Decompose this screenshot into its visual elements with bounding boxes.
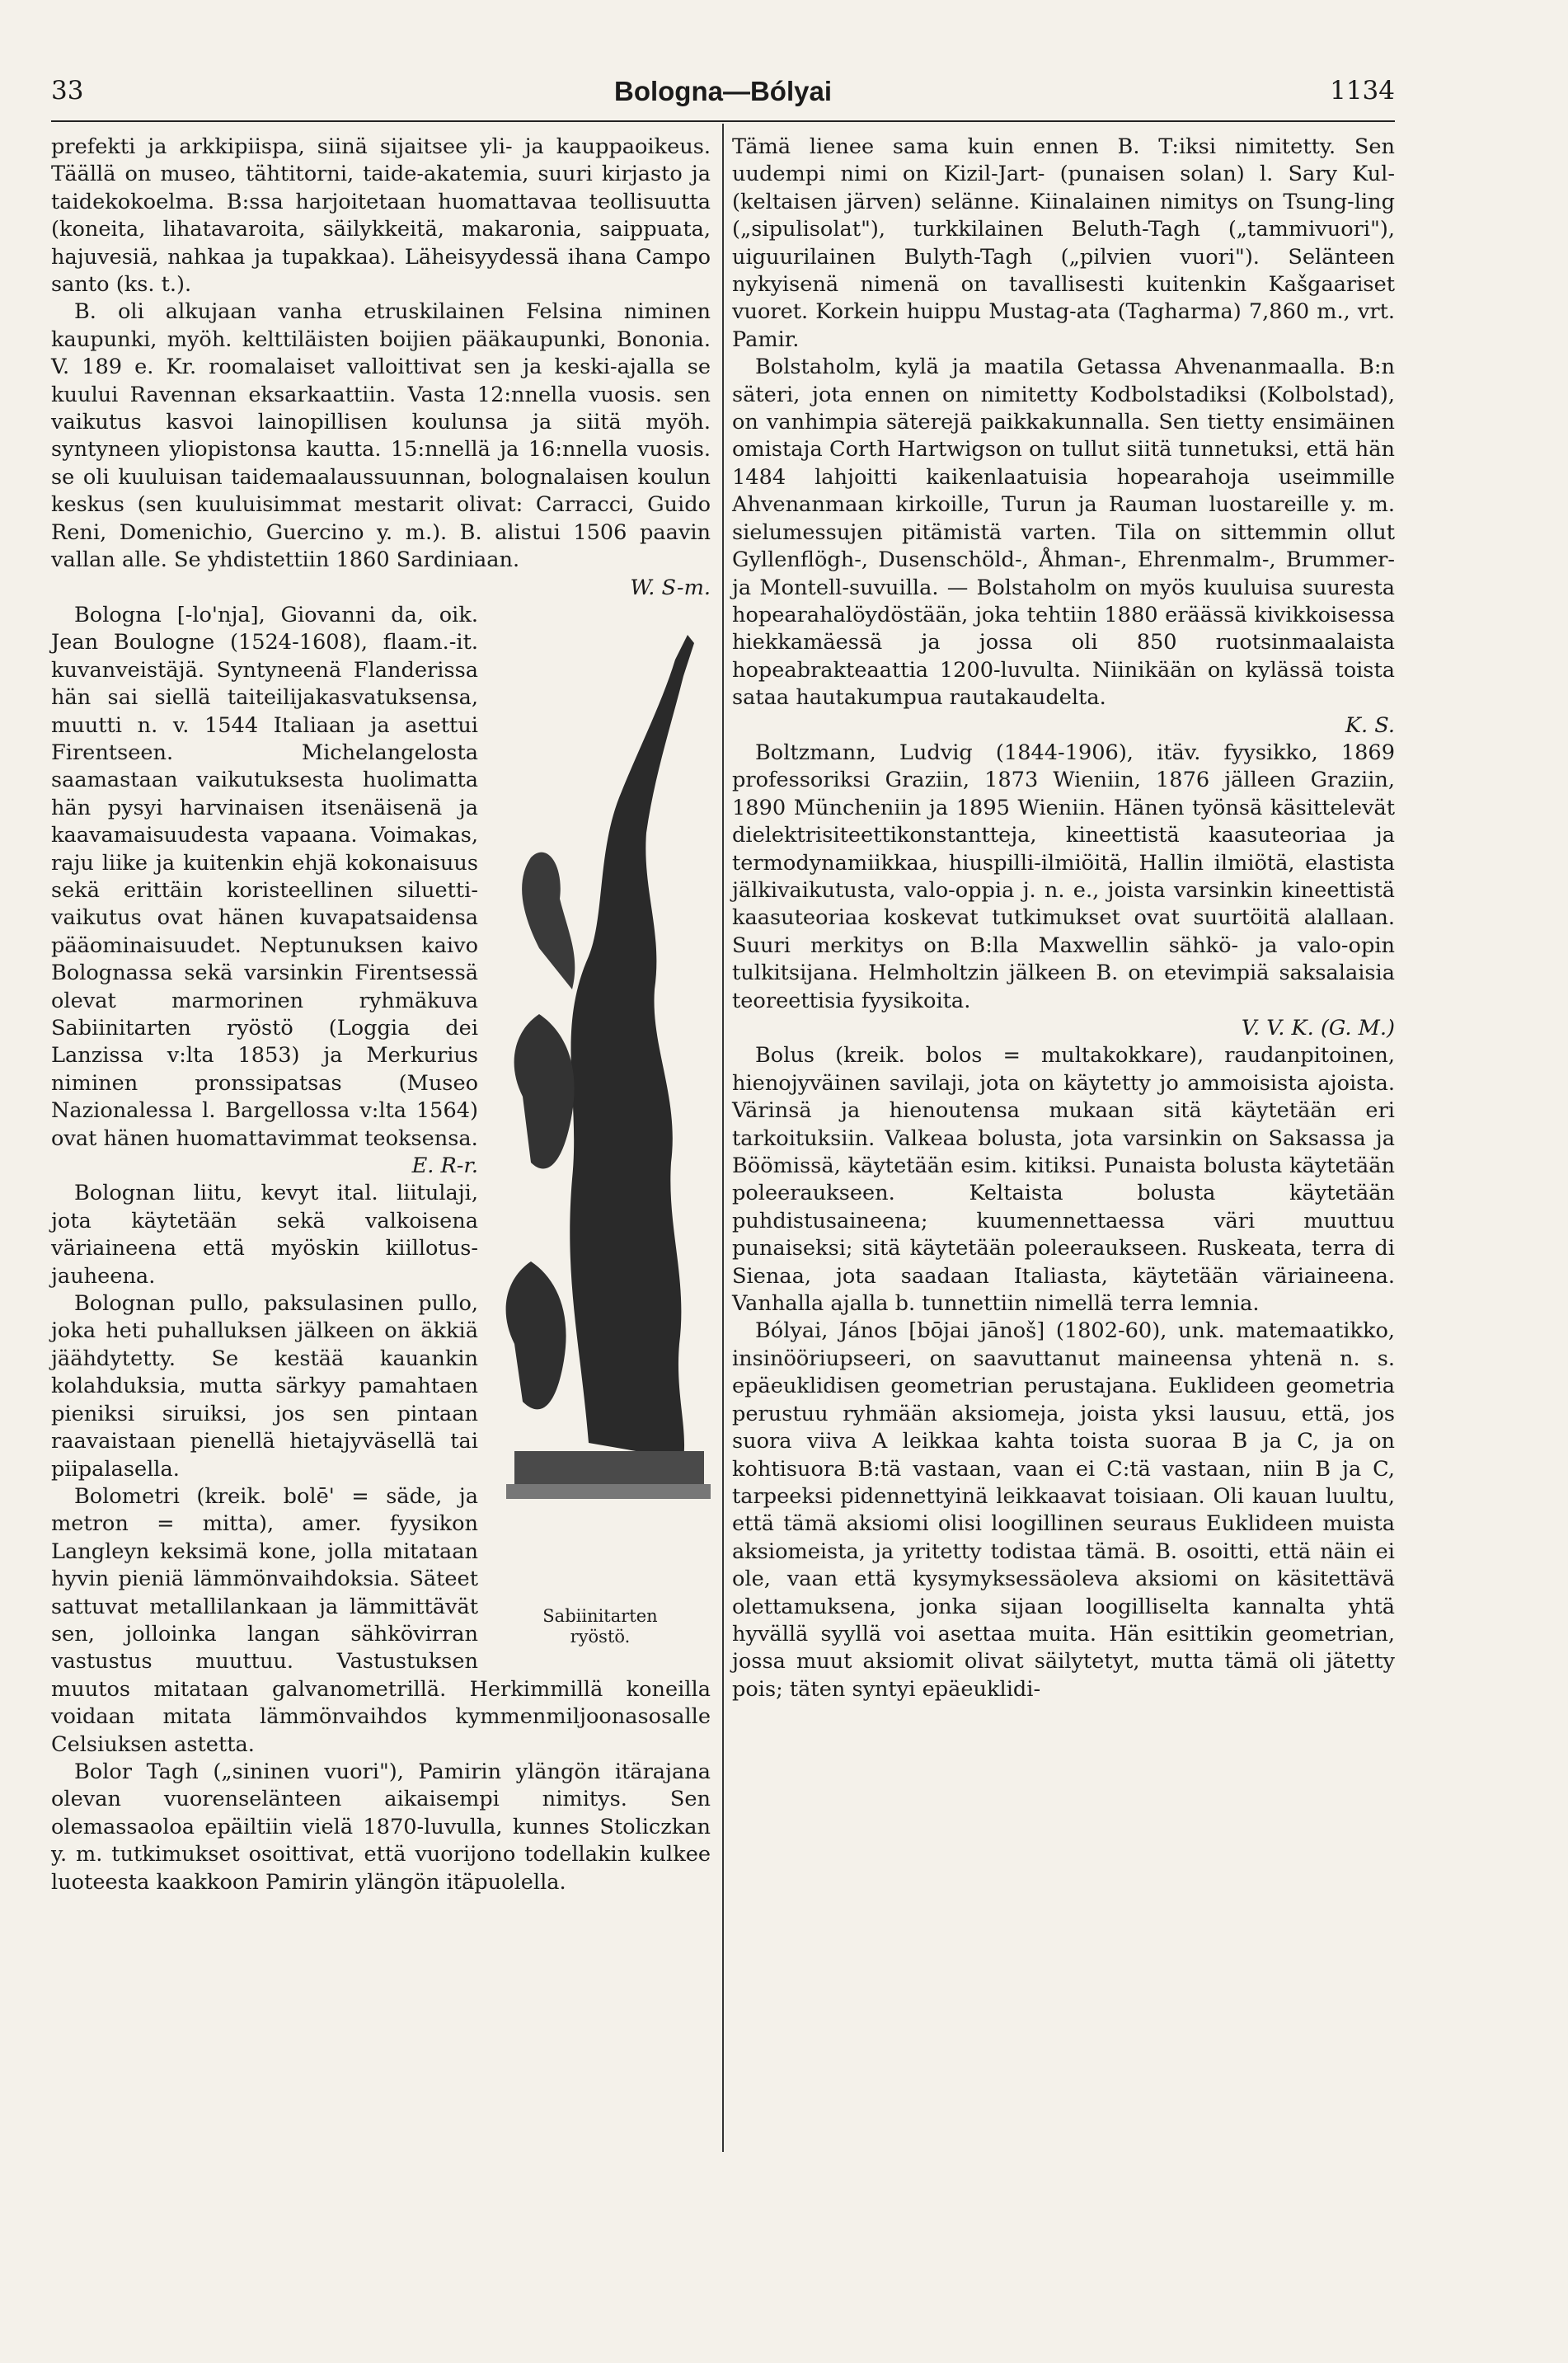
entry-paragraph: prefekti ja arkkipiispa, siinä sijaitsee yli- ja kauppaoikeus. Täällä on museo, tähtitorni, taide-akatemia, suuri kirjasto ja taidekokoelma. B:ssa harjoitetaan huomattavaa teollisuutta (koneita, lihatavaroita, säilykkeitä, makaronia, saippuata, hajuvesiä, nahkaa ja tupakkaa). Läheisyydessä ihana Campo santo (ks. t.). bbox=[51, 134, 711, 298]
entry-paragraph: Bolus (kreik. bolos = multakokkare), raudanpitoinen, hienojyväinen savilaji, jota on käytetty jo ammoisista ajoista. Värinsä ja hienoutensa mukaan sitä käytetään eri tarkoituksiin. Valkeaa bolusta, jota varsinkin on Saksassa ja Böömissä, käytetään esim. kitiksi. Punaista bolusta käytetään poleeraukseen. Keltaista bolusta käytetään puhdistusaineena; kuumennettaessa väri muuttuu punaiseksi; sitä käytetään poleeraukseen. Ruskeata, terra di Sienaa, jota saadaan Italiasta, käytetään väriaineena. Vanhalla ajalla b. tunnettiin nimellä terra lemnia. bbox=[732, 1043, 1395, 1317]
right-column bbox=[732, 134, 1395, 1703]
sculpture-figure bbox=[490, 602, 711, 1649]
entry-paragraph: Tämä lienee sama kuin ennen B. T:iksi nimitetty. Sen uudempi nimi on Kizil-Jart- (punaisen solan) l. Sary Kul- (keltaisen järven) selänne. Kiinalainen nimitys on Tsung-ling („sipulisolat"), turkkilainen Beluth-Tagh („tammivuori"), uiguurilainen Bulyth-Tagh („pilvien vuori"). Selänteen nykyisenä nimenä on tavallisesti kuitenkin Kašgaariset vuoret. Korkein huippu Mustag-ata (Tagharma) 7,860 m., vrt. Pamir. bbox=[732, 134, 1395, 352]
entry-paragraph: Boltzmann, Ludvig (1844-1906), itäv. fyysikko, 1869 professoriksi Graziin, 1873 Wieniin, 1876 jälleen Graziin, 1890 Müncheniin ja 1895 Wieniin. Hänen työnsä käsittelevät dielektrisiteettikonstantteja, kineettistä kaasuteoriaa ja termodynamiikkaa, hiuspilli-ilmiöitä, Hallin ilmiötä, elastista jälkivaikutusta, valo-oppia j. n. e., joista varsinkin kineettistä kaasuteoriaa koskevat tutkimukset ovat suurtöitä alallaan. Suuri merkitys on B:lla Maxwellin sähkö- ja valo-opin tulkitsijana. Helmholtzin jälkeen B. on etevimpiä saksalaisia teoreettisia fyysikoita. bbox=[732, 740, 1395, 1013]
page-header bbox=[51, 76, 1395, 112]
entry-paragraph: Bolometri (kreik. bolē' = säde, ja metron = mitta), amer. fyysikon Langleyn keksimä kone, jolla mitataan hyvin pieniä lämmönvaihdoksia. Säteet sattuvat metallilankaan ja lämmittävät sen, jolloinka langan sähkövirran vastustus muuttuu. Vastustuksen muutos mitataan galvanometrillä. Herkimmillä koneilla voidaan mitata lämmönvaihdos kymmenmiljoonasosalle Celsiuksen astetta. bbox=[51, 1483, 711, 1757]
entry-paragraph: Bolognan liitu, kevyt ital. liitulaji, jota käytetään sekä valkoisena väriaineena että myöskin kiillotus-jauheena. bbox=[51, 1181, 478, 1289]
page-number-left: 33 bbox=[51, 76, 84, 106]
author-signature: E. R-r. bbox=[411, 1153, 478, 1179]
entry-paragraph: Bolstaholm, kylä ja maatila Getassa Ahvenanmaalla. B:n säteri, jota ennen on nimitetty Kodbolstadiksi (Kolbolstad), on vanhimpia säterejä paikkakunnalla. Sen tietty ensimäinen omistaja Corth Hartwigson on tullut siitä tunnetuksi, että hän 1484 lahjoitti kaikenlaatuisia hopearahoja useimmille Ahvenanmaan kirkoille, Turun ja Rauman luostareille y. m. sielumessujen pitämistä varten. Tila on sittemmin ollut Gyllenflögh-, Dusenschöld-, Åhman-, Ehrenmalm-, Brummer- ja Montell-suvuilla. — Bolstaholm on myös kuuluisa suuresta hopearahalöydöstään, joka tehtiin 1880 eräässä kivikkoisessa hiekkamäessä ja jossa oli 850 ruotsinmaalaista hopeabrakteaattia 1200-luvulta. Niinikään on kylässä toista sataa hautakumpua rautakaudelta. bbox=[732, 355, 1395, 711]
author-signature: V. V. K. (G. M.) bbox=[1241, 1016, 1395, 1041]
entry-paragraph: Bólyai, János [bōjai jānoš] (1802-60), unk. matemaatikko, insinööriupseeri, on saavuttanut maineensa yhtenä n. s. epäeuklidisen geometrian perustajana. Euklideen geometria perustuu ryhmään aksiomeja, joista yksi lausuu, että, jos suora viiva A leikkaa kahta toista suoraa B ja C, ja on kohtisuora B:tä vastaan, vaan ei C:tä vastaan, niin B ja C, tarpeeksi pidennettyinä leikkaavat toisiaan. Oli kauan luultu, että tämä aksiomi olisi loogillinen seuraus Euklideen muista aksiomeista, ja yritetty todistaa tämä. B. osoitti, että näin ei ole, vaan että kysymyksessäoleva aksiomi on käsitettävä olettamuksena, jonka sijaan loogilliselta kannalta yhtä hyvällä syyllä voi asettaa muita. Hän esittikin geometrian, jossa muut aksiomit olivat säilytetyt, mutta tämä oli jätetty pois; täten syntyi epäeuklidi- bbox=[732, 1318, 1395, 1702]
entry-paragraph: B. oli alkujaan vanha etruskilainen Felsina niminen kaupunki, myöh. kelttiläisten boijien pääkaupunki, Bononia. V. 189 e. Kr. roomalaiset valloittivat sen ja keski-ajalla se kuului Ravennan eksarkaattiin. Vasta 12:nnella vuosis. sen vaikutus kasvoi lainopillisen koulunsa ja siitä myöh. syntyneen yliopistonsa kautta. 15:nnellä ja 16:nnella vuosis. se oli kuuluisan taidemaalaussuunnan, bolognalaisen koulun keskus (sen kuuluisimmat mestarit olivat: Carracci, Guido Reni, Domenichio, Guercino y. m.). B. alistui 1506 paavin vallan alle. Se yhdistettiin 1860 Sardiniaan. bbox=[51, 299, 711, 573]
entry-paragraph: Bologna [-lo'nja], Giovanni da, oik. Jean Boulogne (1524-1608), flaam.-it. kuvanveistäjä. Syntyneenä Flanderissa hän sai siellä taiteilijakasvatuksensa, muutti n. v. 1544 Italiaan ja asettui Firentseen. Michelangelosta saamastaan vaikutuksesta huolimatta hän pysyi harvinaisen itsenäisenä ja kaavamaisuudesta vapaana. Voimakas, raju liike ja kuitenkin ehjä kokonaisuus sekä erittäin koristeellinen siluetti-vaikutus ovat hänen kuvapatsaidensa pääominaisuudet. Neptunuksen kaivo Bolognassa sekä varsinkin Firentsessä olevat marmorinen ryhmäkuva Sabiinitarten ryöstö (Loggia dei Lanzissa v:lta 1853) ja Merkurius niminen pronssipatsas (Museo Nazionalessa l. Bargellossa v:lta 1564) ovat hänen huomattavimmat teoksensa. bbox=[51, 602, 478, 1151]
sculpture-illustration bbox=[490, 602, 711, 1606]
author-signature: K. S. bbox=[1345, 712, 1395, 738]
entry-paragraph: Bolognan pullo, paksulasinen pullo, joka heti puhalluksen jälkeen on äkkiä jäähdytetty. Se kestää kauankin kolahduksia, mutta särkyy pamahtaen pieniksi siruiksi, jos sen pintaan raavaistaan pienellä hietajyväsellä tai piipalasella. bbox=[51, 1291, 478, 1482]
entry-paragraph: Bolor Tagh („sininen vuori"), Pamirin ylängön itärajana olevan vuorenselänteen aikaisempi nimitys. Sen olemassaoloa epäiltiin vielä 1870-luvulla, kunnes Stoliczkan y. m. tutkimukset osoittivat, että vuorijono todellakin kulkee luoteesta kaakkoon Pamirin ylängön itäpuolella. bbox=[51, 1759, 711, 1895]
header-rule bbox=[51, 120, 1395, 122]
figure-caption: Sabiinitarten ryöstö. bbox=[542, 1605, 658, 1647]
running-title: Bologna—Bólyai bbox=[613, 76, 833, 106]
column-divider bbox=[722, 124, 724, 2152]
author-signature: W. S-m. bbox=[630, 575, 711, 600]
page-number-right: 1134 bbox=[1330, 76, 1395, 106]
left-column bbox=[51, 134, 711, 1896]
